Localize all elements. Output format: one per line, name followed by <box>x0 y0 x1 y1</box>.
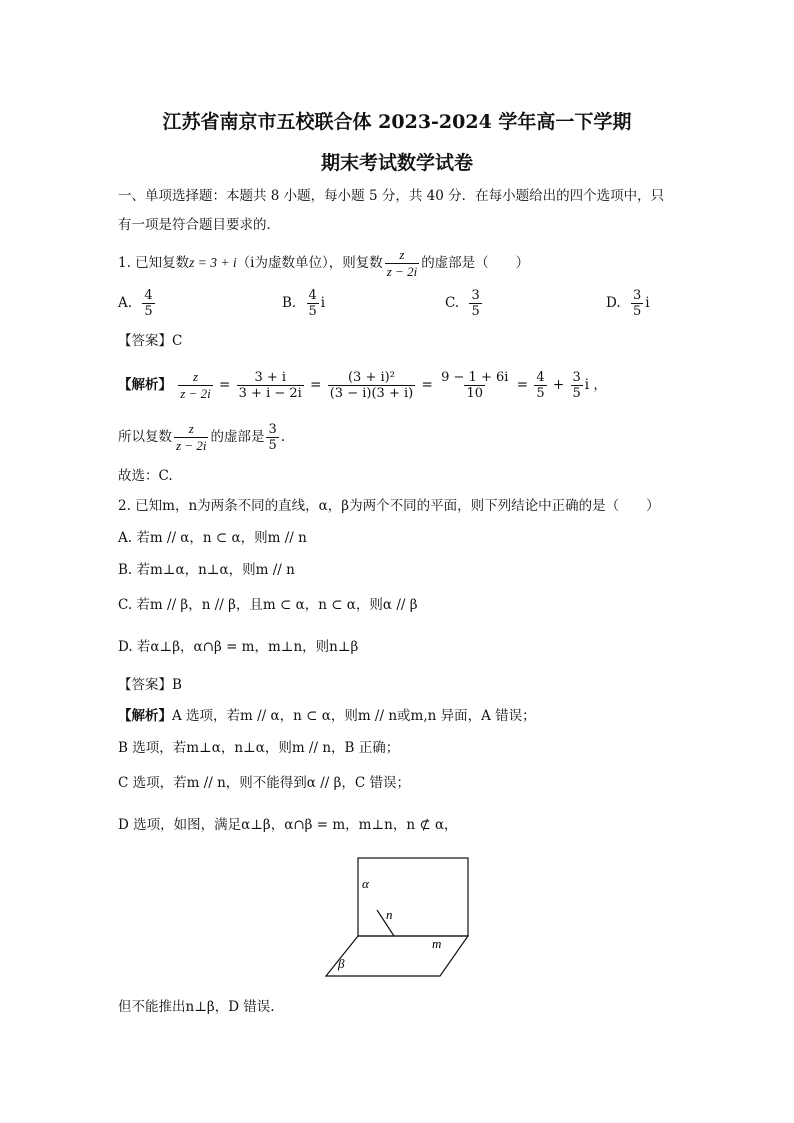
plane-beta-shape <box>326 936 468 976</box>
q2-analysis-a: 【解析】A 选项，若m // α，n ⊂ α，则m // n或m,n 异面，A 错误； <box>118 708 536 724</box>
q1-option-c: C. $\frac{3}{5}$ <box>445 288 480 319</box>
q1-option-d: D. $\frac{3}{5}$ i <box>606 288 650 319</box>
q2-answer: 【答案】B <box>118 677 182 693</box>
label-n: n <box>386 907 393 922</box>
label-m: m <box>432 936 442 951</box>
q1-answer: 【答案】C <box>118 333 183 349</box>
label-beta: β <box>338 956 345 971</box>
q1-option-a: A. $\frac{4}{5}$ <box>118 288 153 319</box>
q2-option-c: C. 若m // β，n // β，且m ⊂ α，n ⊂ α，则α // β <box>118 597 418 613</box>
q2-analysis-d: D 选项，如图，满足α⊥β，α∩β = m，m⊥n，n ⊄ α， <box>118 817 458 833</box>
q1-choice: 故选：C. <box>118 468 173 484</box>
planes-figure <box>320 852 480 982</box>
plane-alpha-shape <box>358 858 468 936</box>
q2-option-d: D. 若α⊥β，α∩β = m，m⊥n，则n⊥β <box>118 639 359 655</box>
section-heading-line1: 一、单项选择题：本题共 8 小题，每小题 5 分，共 40 分．在每小题给出的四个选项中，只 <box>118 188 665 204</box>
q2-analysis-b: B 选项，若m⊥α，n⊥α，则m // n，B 正确； <box>118 740 400 756</box>
doc-title-line2: 期末考试数学试卷 <box>320 152 473 174</box>
q2-analysis-c: C 选项，若m // n，则不能得到α // β，C 错误； <box>118 775 411 791</box>
doc-title-line1: 江苏省南京市五校联合体 2023-2024 学年高一下学期 <box>162 111 632 133</box>
q1-stem: 1. 已知复数z = 3 + i（i为虚数单位），则复数 $\frac{z}{z - 2i}$ 的虚部是（ ） <box>118 247 530 279</box>
q1-analysis: 【解析】 $\frac{z}{z - 2i}$ = $\frac{3 + i}{3 + i - 2i}$ = $\frac{\text{(3 + i)²}}{(3 - i)(3 + i)}$ = $\frac{9 - 1 + 6i}{10}$ = $\frac{4}{5}$ + $\frac{3}{5}$ i ， <box>118 369 607 401</box>
q2-option-a: A. 若m // α，n ⊂ α，则m // n <box>118 530 307 546</box>
q2-stem: 2. 已知m，n为两条不同的直线，α，β为两个不同的平面，则下列结论中正确的是（ ） <box>118 498 660 514</box>
q2-option-b: B. 若m⊥α，n⊥α，则m // n <box>118 562 295 578</box>
label-alpha: α <box>362 876 369 891</box>
section-heading-line2: 有一项是符合题目要求的． <box>118 217 280 233</box>
q1-option-b: B. $\frac{4}{5}$ i <box>282 288 326 319</box>
q2-final: 但不能推出n⊥β，D 错误. <box>118 999 275 1015</box>
q1-conclusion: 所以复数 $\frac{z}{z - 2i}$ 的虚部是 $\frac{3}{5}$ . <box>118 421 286 453</box>
